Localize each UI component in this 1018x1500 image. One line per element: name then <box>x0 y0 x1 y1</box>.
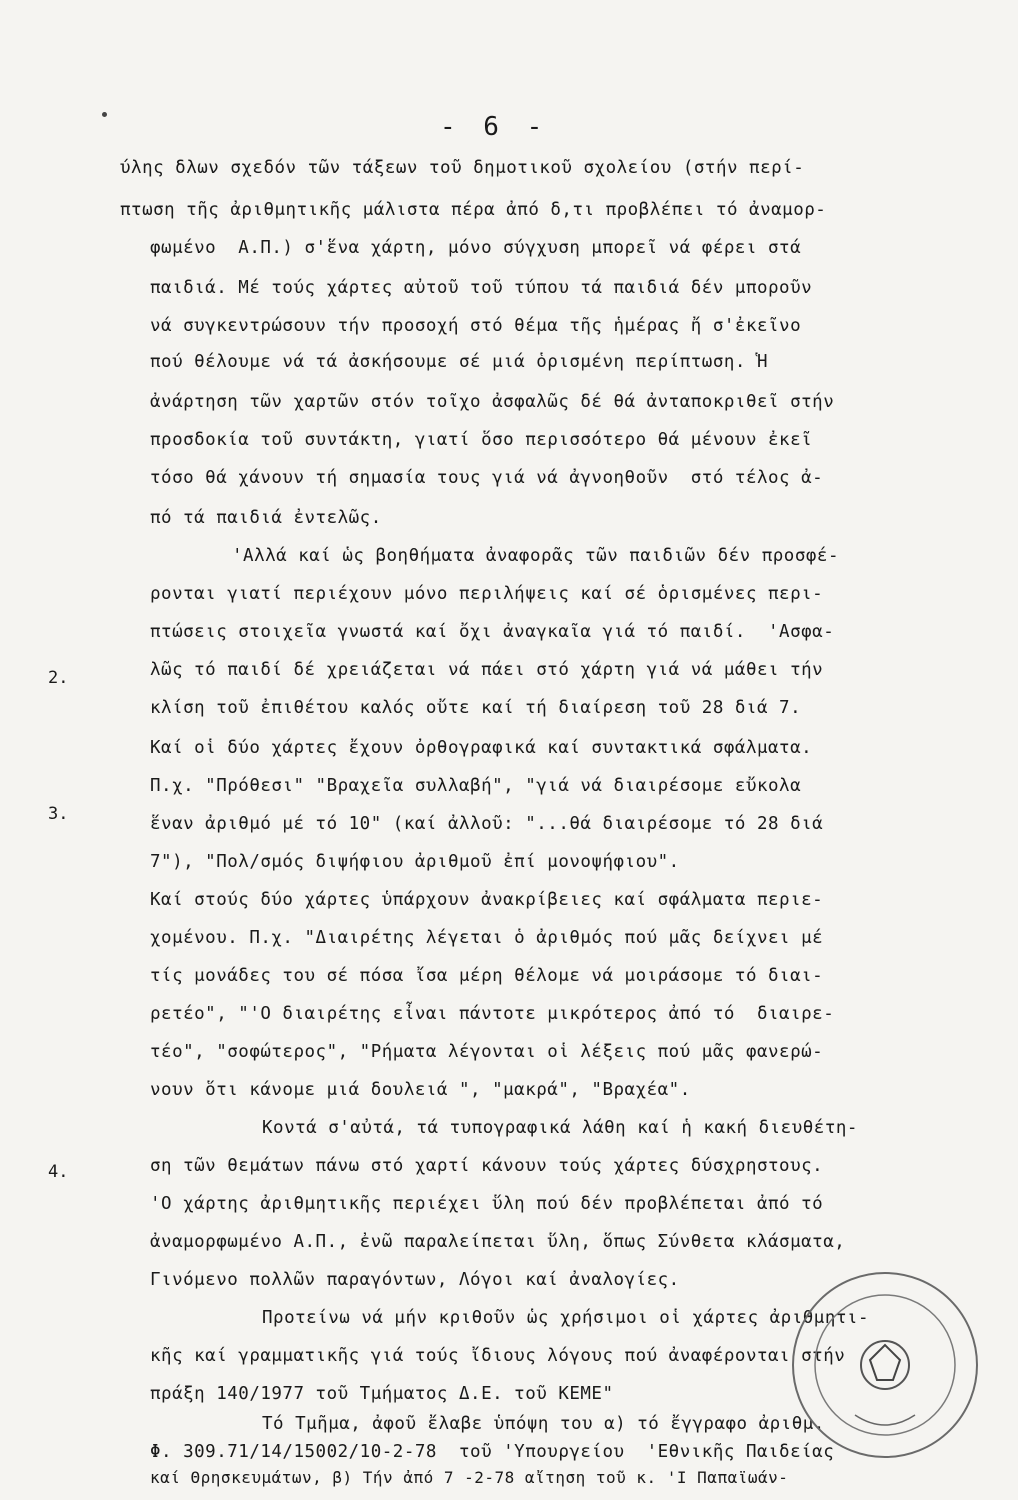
text-line: κλίση τοῦ ἐπιθέτου καλός οὔτε καί τή διαίρεση τοῦ 28 διά 7. <box>150 698 802 718</box>
text-line: Καί οἱ δύο χάρτες ἔχουν ὀρθογραφικά καί συντακτικά σφάλματα. <box>150 738 813 758</box>
text-line: τίς μονάδες του σέ πόσα ἴσα μέρη θέλομε νά μοιράσομε τό διαι- <box>150 966 824 986</box>
text-line: τέο", "σοφώτερος", "Ρήματα λέγονται οἱ λέξεις πού μᾶς φανερώ- <box>150 1042 824 1062</box>
text-line: Τό Τμῆμα, ἀφοῦ ἔλαβε ὑπόψη του α) τό ἔγγραφο ἀριθμ. <box>262 1414 825 1434</box>
text-line: ρετέο", "'Ο διαιρέτης εἶναι πάντοτε μικρότερος ἀπό τό διαιρε- <box>150 1004 835 1024</box>
text-line: Φ. 309.71/14/15002/10-2-78 τοῦ 'Υπουργείου 'Εθνικῆς Παιδείας <box>150 1442 835 1462</box>
text-line: νουν ὅτι κάνομε μιά δουλειά ", "μακρά", "Βραχέα". <box>150 1080 691 1100</box>
text-line: ύλης δλων σχεδόν τῶν τάξεων τοῦ δημοτικοῦ σχολείου (στήν περί- <box>120 158 805 178</box>
text-line: ἀνάρτηση τῶν χαρτῶν στόν τοῖχο ἀσφαλῶς δέ θά ἀνταποκριθεῖ στήν <box>150 392 835 412</box>
text-line: τόσο θά χάνουν τή σημασία τους γιά νά ἀγνοηθοῦν στό τέλος ἀ- <box>150 468 824 488</box>
margin-number: 3. <box>48 804 69 824</box>
text-line: ση τῶν θεμάτων πάνω στό χαρτί κάνουν τούς χάρτες δύσχρηστους. <box>150 1156 824 1176</box>
text-line: πράξη 140/1977 τοῦ Τμήματος Δ.Ε. τοῦ ΚΕΜΕ" <box>150 1384 614 1404</box>
text-line: χομένου. Π.χ. "Διαιρέτης λέγεται ὁ ἀριθμός πού μᾶς δείχνει μέ <box>150 928 824 948</box>
text-line: ἀναμορφωμένο Α.Π., ἐνῶ παραλείπεται ὕλη, ὅπως Σύνθετα κλάσματα, <box>150 1232 846 1252</box>
text-line: λῶς τό παιδί δέ χρειάζεται νά πάει στό χάρτη γιά νά μάθει τήν <box>150 660 824 680</box>
text-line: πού θέλουμε νά τά ἀσκήσουμε σέ μιά ὁρισμένη περίπτωση. Ἡ <box>150 352 769 372</box>
text-line: πτώσεις στοιχεῖα γνωστά καί ὄχι ἀναγκαῖα γιά τό παιδί. 'Ασφα- <box>150 622 835 642</box>
text-line: φωμένο Α.Π.) σ'ἕνα χάρτη, μόνο σύγχυση μπορεῖ νά φέρει στά <box>150 238 802 258</box>
margin-number: 2. <box>48 668 69 688</box>
text-line: πό τά παιδιά ἐντελῶς. <box>150 508 382 528</box>
official-stamp-image <box>785 1265 985 1465</box>
text-line: Καί στούς δύο χάρτες ὑπάρχουν ἀνακρίβειες καί σφάλματα περιε- <box>150 890 824 910</box>
text-line: Π.χ. "Πρόθεσι" "Βραχεῖα συλλαβή", "γιά νά διαιρέσομε εὔκολα <box>150 776 802 796</box>
text-line: παιδιά. Μέ τούς χάρτες αὐτοῦ τοῦ τύπου τά παιδιά δέν μποροῦν <box>150 278 813 298</box>
paper-speck <box>102 112 107 117</box>
text-line: καί Θρησκευμάτων, β) Τήν ἀπό 7 -2-78 αἴτηση τοῦ κ. 'Ι Παπαϊωάν- <box>150 1468 789 1487</box>
text-line: 7"), "Πολ/σμός διψήφιου ἀριθμοῦ ἐπί μονοψήφιου". <box>150 852 680 872</box>
text-line: ρονται γιατί περιέχουν μόνο περιλήψεις καί σέ ὁρισμένες περι- <box>150 584 824 604</box>
text-line: Γινόμενο πολλῶν παραγόντων, Λόγοι καί ἀναλογίες. <box>150 1270 680 1290</box>
text-line: Κοντά σ'αὐτά, τά τυπογραφικά λάθη καί ἡ κακή διευθέτη- <box>262 1118 858 1138</box>
text-line: νά συγκεντρώσουν τήν προσοχή στό θέμα τῆς ἡμέρας ἤ σ'ἐκεῖνο <box>150 316 802 336</box>
margin-number: 4. <box>48 1162 69 1182</box>
text-line: Προτείνω νά μήν κριθοῦν ὡς χρήσιμοι οἱ χάρτες ἀριθμητι- <box>262 1308 869 1328</box>
page-number: - 6 - <box>440 112 549 142</box>
text-line: πτωση τῆς ἀριθμητικῆς μάλιστα πέρα ἀπό δ,τι προβλέπει τό ἀναμορ- <box>120 200 827 220</box>
text-line: ἕναν ἀριθμό μέ τό 10" (καί ἀλλοῦ: "...θά διαιρέσομε τό 28 διά <box>150 814 824 834</box>
text-line: 'Ο χάρτης ἀριθμητικῆς περιέχει ὕλη πού δέν προβλέπεται ἀπό τό <box>150 1194 824 1214</box>
text-line: 'Αλλά καί ὡς βοηθήματα ἀναφορᾶς τῶν παιδιῶν δέν προσφέ- <box>232 546 839 566</box>
text-line: προσδοκία τοῦ συντάκτη, γιατί ὅσο περισσότερο θά μένουν ἐκεῖ <box>150 430 813 450</box>
text-line: κῆς καί γραμματικῆς γιά τούς ἴδιους λόγους πού ἀναφέρονται στήν <box>150 1346 846 1366</box>
